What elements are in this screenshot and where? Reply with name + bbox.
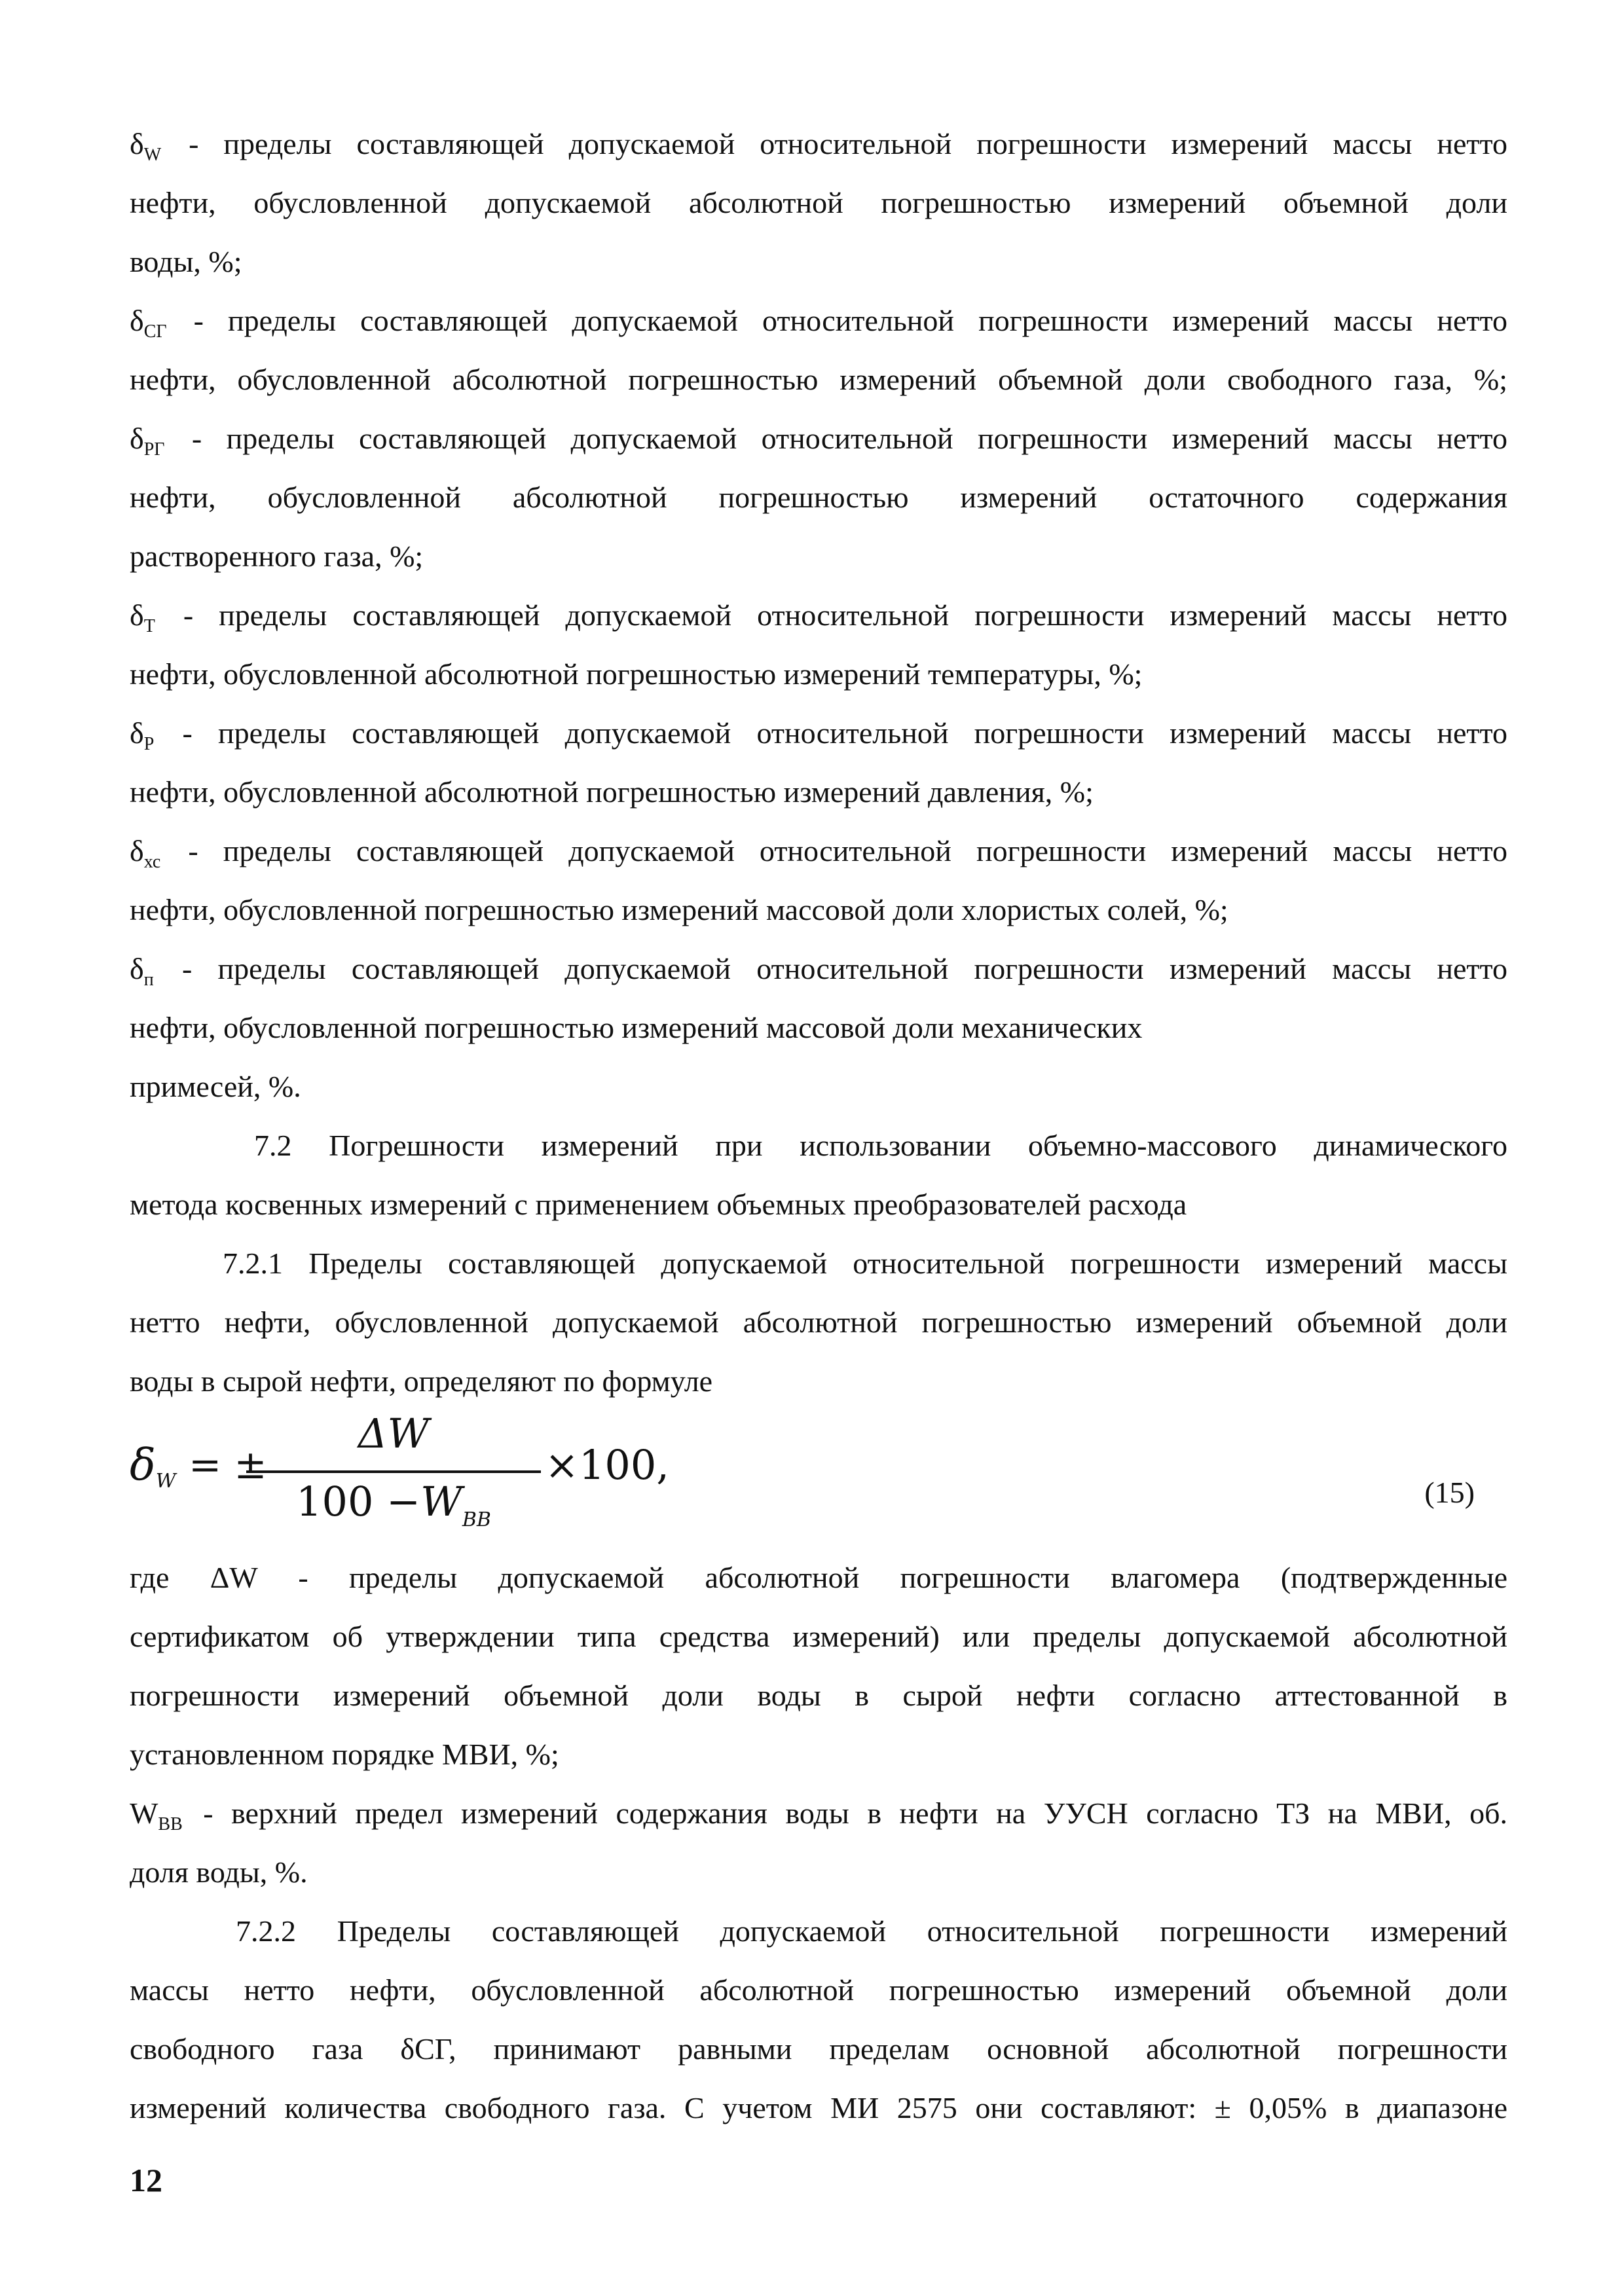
delta-symbol: δ: [130, 598, 144, 632]
formula-fraction: [246, 1408, 541, 1532]
line-text: - пределы составляющей допускаемой относительной погрешности измерений массы нетто: [169, 304, 1507, 337]
def-delta-t-line-1: [130, 596, 1507, 640]
def-delta-rg-line-3: [130, 537, 1507, 576]
subscript: ВВ: [158, 1814, 183, 1834]
where-delta-w-line-1: [130, 1558, 1507, 1597]
def-delta-p-line-1: [130, 714, 1507, 757]
subscript: Р: [143, 734, 155, 754]
page-number: 12: [130, 2162, 162, 2198]
formula-lhs: δW: [130, 1440, 176, 1493]
line-text: погрешности измерений объемной доли воды в сырой нефти согласно аттестованной в: [130, 1679, 1507, 1712]
formula-tail: ×100,: [545, 1441, 669, 1489]
def-delta-w-line-1: [130, 124, 1507, 168]
para-7-2-2-line-3: [130, 2030, 1507, 2069]
line-text: нефти, обусловленной абсолютной погрешностью измерений давления, %;: [130, 775, 1094, 809]
line-text: нефти, обусловленной погрешностью измерений массовой доли механических: [130, 1011, 1143, 1044]
formula-equals: = ±: [189, 1442, 267, 1488]
formula-number: (15): [1424, 1476, 1475, 1509]
line-text: - пределы составляющей допускаемой относительной погрешности измерений массы нетто: [163, 834, 1507, 867]
para-7-2-1-line-1: [223, 1244, 1507, 1283]
line-text: - верхний предел измерений содержания воды в нефти на УУСН согласно ТЗ на МВИ, об.: [185, 1796, 1507, 1830]
line-text: нетто нефти, обусловленной допускаемой абсолютной погрешностью измерений объемной доли: [130, 1305, 1507, 1339]
para-7-2-2-line-1: [236, 1912, 1507, 1951]
formula-numerator: ΔW: [358, 1410, 430, 1457]
line-text: свободного газа δСГ, принимают равными пределам основной абсолютной погрешности: [130, 2032, 1507, 2066]
line-text: нефти, обусловленной допускаемой абсолютной погрешностью измерений объемной доли: [130, 186, 1507, 219]
line-text: 7.2.1 Пределы составляющей допускаемой относительной погрешности измерений массы: [223, 1247, 1507, 1280]
def-delta-rg-line-2: [130, 478, 1507, 517]
line-text: воды, %;: [130, 245, 242, 278]
def-delta-sg-line-1: [130, 301, 1507, 345]
subscript: Т: [143, 616, 155, 636]
subscript: п: [143, 970, 154, 990]
para-7-2-2-line-4: [130, 2088, 1507, 2128]
def-delta-t-line-2: [130, 655, 1507, 694]
line-text: измерений количества свободного газа. С учетом МИ 2575 они составляют: ± 0,05% в диапазоне: [130, 2091, 1507, 2124]
section-7-2-heading-line-1: [254, 1126, 1507, 1165]
line-text: - пределы составляющей допускаемой относительной погрешности измерений массы нетто: [157, 598, 1507, 632]
subscript: РГ: [143, 439, 165, 460]
where-delta-w-line-2: [130, 1617, 1507, 1656]
line-text: нефти, обусловленной абсолютной погрешностью измерений температуры, %;: [130, 657, 1143, 691]
line-text: установленном порядке МВИ, %;: [130, 1738, 559, 1771]
subscript: W: [143, 145, 162, 165]
subscript: СГ: [143, 321, 167, 342]
where-w-vv-line-1: [130, 1794, 1507, 1838]
formula-denominator: $100 -W_{ВВ}$: [296, 1478, 491, 1531]
line-text: нефти, обусловленной погрешностью измерений массовой доли хлористых солей, %;: [130, 893, 1228, 926]
def-delta-w-line-2: [130, 183, 1507, 223]
delta-symbol: δ: [130, 127, 144, 160]
line-text: 7.2 Погрешности измерений при использовании объемно-массового динамического: [254, 1129, 1507, 1162]
line-text: воды в сырой нефти, определяют по формуле: [130, 1364, 713, 1398]
line-text: примесей, %.: [130, 1070, 301, 1103]
def-delta-xc-line-2: [130, 890, 1507, 930]
def-delta-n-line-2: [130, 1008, 1507, 1048]
where-delta-w-line-3: [130, 1676, 1507, 1715]
where-delta-w-line-4: [130, 1735, 1507, 1774]
line-text: сертификатом об утверждении типа средства измерений) или пределы допускаемой абсолютной: [130, 1620, 1507, 1653]
subscript: хс: [143, 852, 161, 872]
delta-symbol: δ: [130, 952, 144, 985]
delta-symbol: δ: [130, 716, 144, 750]
line-text: 7.2.2 Пределы составляющей допускаемой относительной погрешности измерений: [236, 1914, 1507, 1948]
def-delta-xc-line-1: [130, 831, 1507, 875]
w-symbol: W: [130, 1796, 158, 1830]
delta-symbol: δ: [130, 834, 144, 867]
where-w-vv-line-2: [130, 1853, 1507, 1892]
delta-symbol: δ: [130, 422, 144, 455]
delta-symbol: δ: [130, 304, 144, 337]
para-7-2-2-line-2: [130, 1971, 1507, 2010]
fraction-bar: [246, 1470, 541, 1473]
line-text: массы нетто нефти, обусловленной абсолютной погрешностью измерений объемной доли: [130, 1973, 1507, 2007]
line-text: метода косвенных измерений с применением объемных преобразователей расхода: [130, 1188, 1187, 1221]
line-text: - пределы составляющей допускаемой относительной погрешности измерений массы нетто: [157, 716, 1507, 750]
para-7-2-1-line-3: [130, 1362, 1507, 1401]
line-text: нефти, обусловленной абсолютной погрешностью измерений остаточного содержания: [130, 481, 1507, 514]
def-delta-sg-line-2: [130, 360, 1507, 399]
line-text: - пределы составляющей допускаемой относительной погрешности измерений массы нетто: [167, 422, 1507, 455]
formula-15: [130, 1408, 1507, 1539]
def-delta-n-line-1: [130, 949, 1507, 993]
def-delta-w-line-3: [130, 242, 1507, 282]
line-text: доля воды, %.: [130, 1855, 308, 1889]
def-delta-p-line-2: [130, 773, 1507, 812]
line-text: где ΔW - пределы допускаемой абсолютной погрешности влагомера (подтвержденные: [130, 1561, 1507, 1594]
para-7-2-1-line-2: [130, 1303, 1507, 1342]
section-7-2-heading-line-2: [130, 1185, 1507, 1224]
line-text: растворенного газа, %;: [130, 539, 424, 573]
line-text: нефти, обусловленной абсолютной погрешностью измерений объемной доли свободного газа, %;: [130, 363, 1507, 396]
def-delta-n-line-3: [130, 1067, 1507, 1106]
line-text: - пределы составляющей допускаемой относительной погрешности измерений массы нетто: [164, 127, 1507, 160]
def-delta-rg-line-1: [130, 419, 1507, 463]
line-text: - пределы составляющей допускаемой относительной погрешности измерений массы нетто: [156, 952, 1507, 985]
